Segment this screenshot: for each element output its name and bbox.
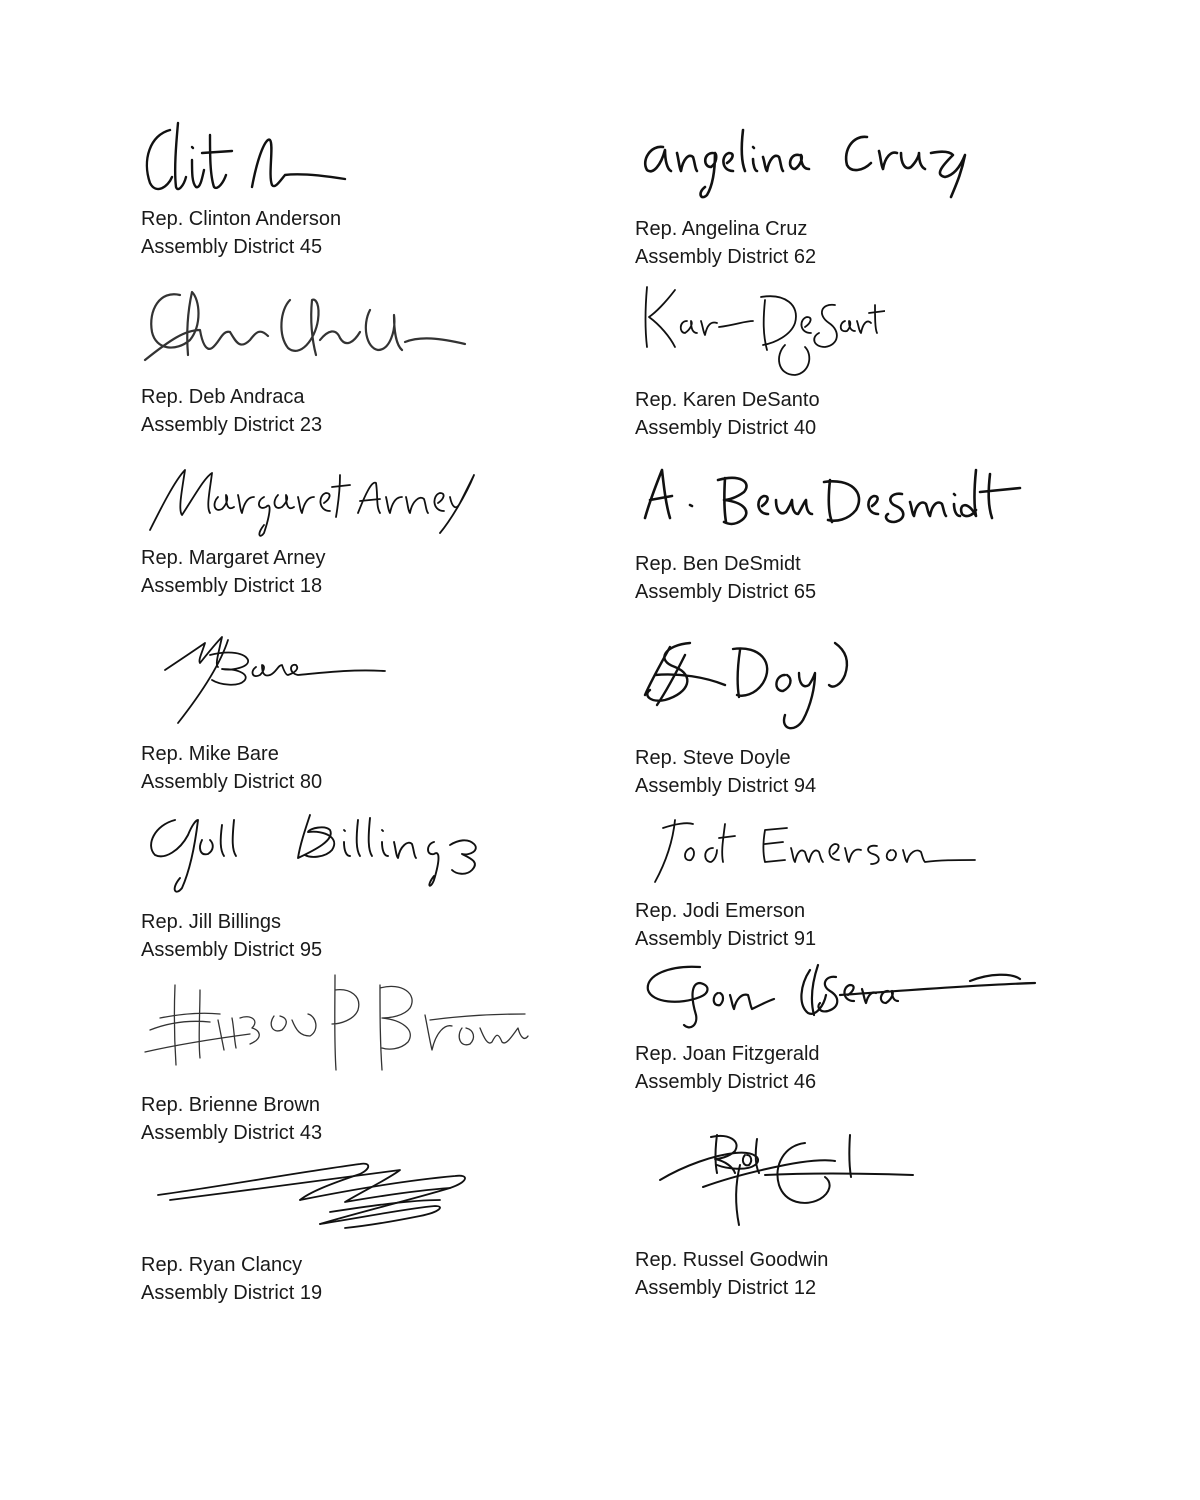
- signature-karen-desanto: [635, 275, 885, 385]
- signer-block: [141, 908, 322, 964]
- signer-district: Assembly District 40: [635, 417, 817, 439]
- signature-joan-fitzgerald: [640, 955, 1050, 1035]
- signer-block: [141, 544, 326, 600]
- signer-name: Rep. Ryan Clancy: [141, 1254, 303, 1276]
- signer-district: Assembly District 18: [141, 575, 323, 597]
- signature-jodi-emerson: [645, 810, 980, 895]
- signature-jill-billings: [140, 800, 510, 900]
- signature-ryan-clancy: [150, 1150, 490, 1235]
- signer-name: Rep. Brienne Brown: [141, 1094, 320, 1116]
- signature-ben-desmidt: [640, 460, 1025, 540]
- signature-clinton-anderson: [140, 115, 360, 200]
- signer-district: Assembly District 80: [141, 771, 323, 793]
- signer-district: Assembly District 45: [141, 236, 323, 258]
- signer-name: Rep. Karen DeSanto: [635, 389, 820, 411]
- signer-district: Assembly District 94: [635, 775, 817, 797]
- signer-district: Assembly District 95: [141, 939, 323, 961]
- signature-russel-goodwin: [655, 1125, 920, 1235]
- signer-name: Rep. Angelina Cruz: [635, 218, 808, 240]
- signer-block: [141, 740, 322, 796]
- signer-name: Rep. Jodi Emerson: [635, 900, 806, 922]
- signature-steve-doyle: [635, 625, 865, 740]
- signer-name: Rep. Russel Goodwin: [635, 1249, 829, 1271]
- signer-name: Rep. Margaret Arney: [141, 547, 326, 569]
- signer-name: Rep. Mike Bare: [141, 743, 279, 765]
- signer-district: Assembly District 91: [635, 928, 817, 950]
- signer-block: [141, 1251, 322, 1307]
- signer-block: [635, 1040, 820, 1096]
- signer-district: Assembly District 12: [635, 1277, 817, 1299]
- signature-margaret-arney: [140, 455, 480, 540]
- signer-block: [635, 215, 816, 271]
- signer-district: Assembly District 46: [635, 1071, 817, 1093]
- signature-deb-andraca: [140, 270, 470, 370]
- signer-block: [635, 744, 816, 800]
- signature-mike-bare: [160, 625, 400, 730]
- signer-block: [141, 383, 322, 439]
- signer-name: Rep. Steve Doyle: [635, 747, 791, 769]
- signer-name: Rep. Clinton Anderson: [141, 208, 342, 230]
- signature-angelina-cruz: [635, 115, 985, 205]
- signer-name: Rep. Joan Fitzgerald: [635, 1043, 820, 1065]
- signer-name: Rep. Deb Andraca: [141, 386, 305, 408]
- signer-block: [635, 550, 816, 606]
- signer-district: Assembly District 62: [635, 246, 817, 268]
- signer-block: [635, 897, 816, 953]
- signer-block: [635, 386, 820, 442]
- signer-block: [141, 1091, 322, 1147]
- signer-district: Assembly District 19: [141, 1282, 323, 1304]
- signer-district: Assembly District 23: [141, 414, 323, 436]
- signer-name: Rep. Jill Billings: [141, 911, 282, 933]
- signer-district: Assembly District 65: [635, 581, 817, 603]
- signer-district: Assembly District 43: [141, 1122, 323, 1144]
- signature-brienne-brown: [140, 970, 530, 1080]
- signer-block: [635, 1246, 828, 1302]
- signer-block: [141, 205, 341, 261]
- signer-name: Rep. Ben DeSmidt: [635, 553, 801, 575]
